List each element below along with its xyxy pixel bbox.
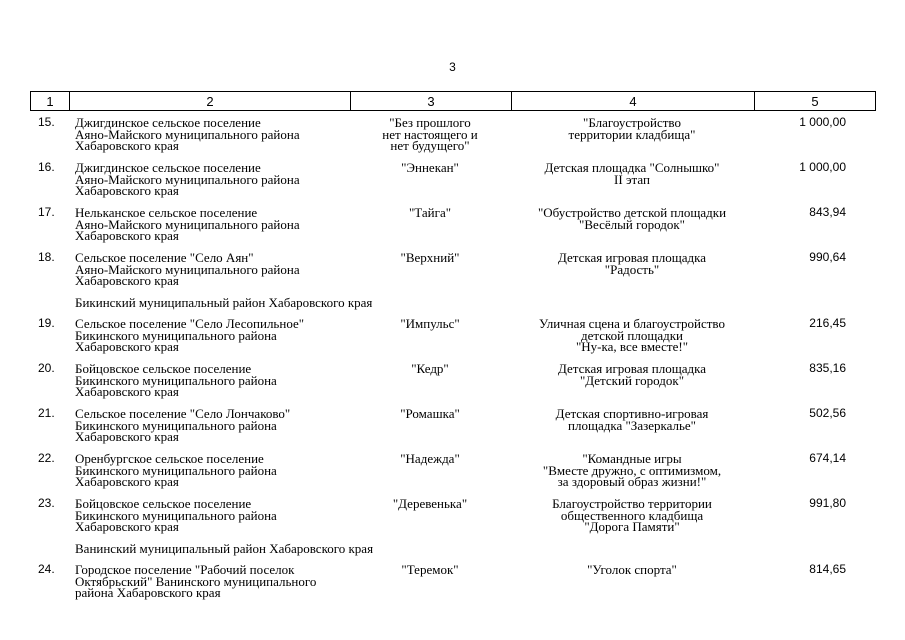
settlement-cell-line: Хабаровского края: [75, 429, 179, 444]
settlement-cell-line: района Хабаровского края: [75, 585, 221, 600]
project-description-cell-line: "Весёлый городок": [579, 216, 685, 232]
settlement-cell-line: Оренбургское сельское поселение: [75, 451, 264, 466]
project-description-cell-line: "Уголок спорта": [587, 562, 677, 577]
row-number: 15.: [38, 115, 55, 129]
project-description-cell: [508, 252, 756, 275]
settlement-cell: [75, 318, 360, 353]
project-name-cell-line: "Теремок": [401, 562, 459, 577]
project-description-cell-line: II этап: [614, 171, 650, 187]
amount-cell: 674,14: [809, 451, 846, 465]
settlement-cell-line: Сельское поселение "Село Лончаково": [75, 406, 291, 421]
settlement-cell-line: Хабаровского края: [75, 339, 179, 354]
settlement-cell: [75, 408, 360, 443]
project-description-cell: [508, 117, 756, 140]
amount-cell: 843,94: [809, 205, 846, 219]
settlement-cell-line: Бойцовское сельское поселение: [75, 361, 252, 376]
row-number: 24.: [38, 562, 55, 576]
row-number: 20.: [38, 361, 55, 375]
row-number: 23.: [38, 496, 55, 510]
settlement-cell: [75, 207, 360, 242]
project-name-cell-line: "Кедр": [411, 361, 449, 376]
project-name-cell: [360, 564, 500, 576]
settlement-cell: [75, 162, 360, 197]
settlement-cell-line: Хабаровского края: [75, 183, 179, 198]
table-header: [30, 91, 876, 111]
amount-cell: 991,80: [809, 496, 846, 510]
header-col-2: 2: [70, 92, 351, 110]
settlement-cell-line: Бикинского муниципального района: [75, 507, 277, 523]
settlement-cell-line: Бойцовское сельское поселение: [75, 496, 252, 511]
header-col-3: 3: [351, 92, 512, 110]
project-description-cell-line: "Ну-ка, все вместе!": [575, 339, 689, 354]
settlement-cell-line: Октябрьский" Ванинского муниципального: [75, 573, 317, 589]
project-name-cell: [360, 363, 500, 375]
amount-cell: 990,64: [809, 250, 846, 264]
settlement-cell-line: Хабаровского края: [75, 384, 179, 399]
settlement-cell-line: Джигдинское сельское поселение: [75, 160, 261, 175]
project-description-cell-line: детской площадки: [581, 327, 683, 343]
project-name-cell: [360, 498, 500, 510]
project-description-cell-line: "Обустройство детской площадки: [537, 205, 727, 220]
row-number: 22.: [38, 451, 55, 465]
section-heading: Ванинский муниципальный район Хабаровского края: [75, 541, 374, 556]
project-description-cell-line: территории кладбища": [568, 126, 696, 142]
project-name-cell-line: нет настоящего и: [382, 126, 478, 142]
project-description-cell-line: за здоровый образ жизни!": [557, 474, 707, 489]
settlement-cell-line: Хабаровского края: [75, 138, 179, 153]
project-description-cell: [508, 162, 756, 185]
project-description-cell: [508, 363, 756, 386]
settlement-cell-line: Хабаровского края: [75, 474, 179, 489]
project-description-cell-line: Детская игровая площадка: [557, 361, 706, 376]
amount-cell: 814,65: [809, 562, 846, 576]
project-name-cell-line: "Деревенька": [392, 496, 468, 511]
project-name-cell: [360, 252, 500, 264]
row-number: 16.: [38, 160, 55, 174]
settlement-cell-line: Бикинского муниципального района: [75, 462, 277, 478]
project-description-cell-line: Уличная сцена и благоустройство: [539, 316, 725, 331]
settlement-cell: [75, 252, 360, 287]
row-number: 19.: [38, 316, 55, 330]
project-description-cell-line: площадка "Зазеркалье": [568, 417, 696, 433]
project-description-cell: [508, 564, 756, 576]
header-col-1: 1: [31, 92, 70, 110]
project-description-cell: [508, 207, 756, 230]
amount-cell: 1 000,00: [799, 160, 846, 174]
project-name-cell-line: "Верхний": [400, 250, 460, 265]
project-name-cell-line: "Импульс": [400, 316, 460, 331]
project-name-cell-line: нет будущего": [390, 138, 470, 153]
settlement-cell-line: Аяно-Майского муниципального района: [75, 261, 300, 277]
project-name-cell-line: "Ромашка": [400, 406, 460, 421]
settlement-cell-line: Аяно-Майского муниципального района: [75, 216, 300, 232]
settlement-cell-line: Сельское поселение "Село Лесопильное": [75, 316, 305, 331]
project-description-cell: [508, 318, 756, 353]
project-description-cell-line: Детская игровая площадка: [557, 250, 706, 265]
settlement-cell-line: Аяно-Майского муниципального района: [75, 126, 300, 142]
settlement-cell-line: Хабаровского края: [75, 273, 179, 288]
project-name-cell-line: "Без прошлого: [389, 115, 471, 130]
project-name-cell-line: "Эннекан": [401, 160, 459, 175]
project-description-cell: [508, 453, 756, 488]
project-description-cell-line: Благоустройство территории: [552, 496, 712, 511]
project-description-cell-line: "Командные игры: [582, 451, 682, 466]
project-description-cell-line: "Детский городок": [579, 372, 685, 388]
settlement-cell: [75, 453, 360, 488]
project-name-cell: [360, 162, 500, 174]
project-name-cell: [360, 318, 500, 330]
project-name-cell-line: "Надежда": [400, 451, 460, 466]
settlement-cell-line: Сельское поселение "Село Аян": [75, 250, 254, 265]
project-description-cell-line: Детская спортивно-игровая: [555, 406, 709, 421]
amount-cell: 502,56: [809, 406, 846, 420]
row-number: 21.: [38, 406, 55, 420]
settlement-cell: [75, 363, 360, 398]
project-name-cell: [360, 408, 500, 420]
row-number: 18.: [38, 250, 55, 264]
project-name-cell-line: "Тайга": [408, 205, 452, 220]
project-name-cell: [360, 117, 500, 152]
settlement-cell-line: Хабаровского края: [75, 519, 179, 534]
project-name-cell: [360, 207, 500, 219]
project-description-cell-line: "Вместе дружно, с оптимизмом,: [542, 462, 722, 478]
project-description-cell-line: "Дорога Памяти": [584, 519, 680, 534]
settlement-cell-line: Хабаровского края: [75, 228, 179, 243]
settlement-cell: [75, 498, 360, 533]
project-description-cell: [508, 498, 756, 533]
project-description-cell-line: "Радость": [604, 261, 660, 277]
project-description-cell-line: Детская площадка "Солнышко": [544, 160, 720, 175]
project-name-cell: [360, 453, 500, 465]
amount-cell: 835,16: [809, 361, 846, 375]
page-number: 3: [449, 60, 456, 74]
settlement-cell-line: Аяно-Майского муниципального района: [75, 171, 300, 187]
settlement-cell-line: Бикинского муниципального района: [75, 417, 277, 433]
settlement-cell-line: Городское поселение "Рабочий поселок: [75, 562, 295, 577]
project-description-cell-line: "Благоустройство: [583, 115, 681, 130]
header-col-5: 5: [811, 93, 819, 109]
settlement-cell-line: Джигдинское сельское поселение: [75, 115, 261, 130]
project-description-cell: [508, 408, 756, 431]
project-description-cell-line: общественного кладбища: [560, 507, 704, 523]
row-number: 17.: [38, 205, 55, 219]
section-heading: Бикинский муниципальный район Хабаровского края: [75, 295, 373, 310]
amount-cell: 1 000,00: [799, 115, 846, 129]
header-col-4: 4: [512, 92, 755, 110]
settlement-cell-line: Бикинского муниципального района: [75, 372, 277, 388]
settlement-cell-line: Бикинского муниципального района: [75, 327, 277, 343]
settlement-cell-line: Нельканское сельское поселение: [75, 205, 258, 220]
settlement-cell: [75, 564, 360, 599]
amount-cell: 216,45: [809, 316, 846, 330]
settlement-cell: [75, 117, 360, 152]
